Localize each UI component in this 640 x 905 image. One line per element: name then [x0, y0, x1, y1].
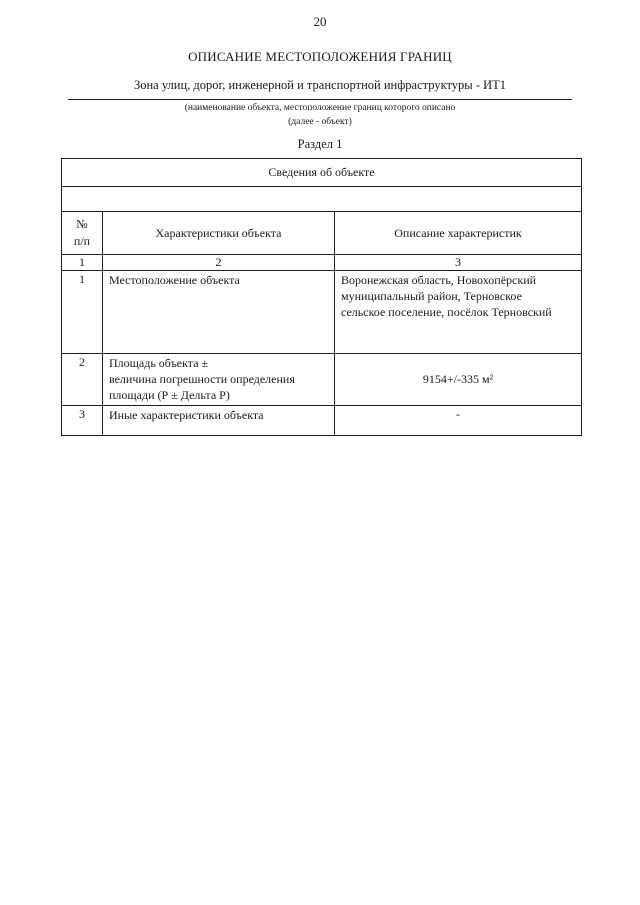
header-characteristics: Характеристики объекта — [103, 212, 335, 255]
row-characteristic-line: Иные характеристики объекта — [109, 408, 264, 422]
object-name-note-line2: (далее - объект) — [288, 117, 352, 127]
header-description: Описание характеристик — [335, 212, 582, 255]
row-description — [335, 406, 582, 436]
table-spacer-row — [62, 187, 582, 212]
object-info-table — [61, 158, 582, 436]
row-num: 3 — [62, 406, 103, 436]
row-characteristic-line: Площадь объекта ± — [109, 356, 209, 370]
table-caption: Сведения об объекте — [62, 159, 582, 187]
table-row — [62, 406, 582, 436]
table-header-row — [62, 212, 582, 255]
row-description-line: муниципальный район, Терновское — [341, 289, 522, 303]
table-row — [62, 271, 582, 354]
object-name-note-line1: (наименование объекта, местоположение границ которого описано — [184, 103, 456, 113]
row-description-line: 9154+/-335 м² — [422, 372, 494, 386]
document-title: ОПИСАНИЕ МЕСТОПОЛОЖЕНИЯ ГРАНИЦ — [188, 49, 452, 64]
row-description-line: Воронежская область, Новохопёрский — [341, 273, 537, 287]
row-characteristic-line: величина погрешности определения — [109, 372, 295, 386]
row-num: 1 — [62, 271, 103, 354]
row-characteristic — [103, 271, 335, 354]
object-name: Зона улиц, дорог, инженерной и транспортной инфраструктуры - ИТ1 — [133, 78, 507, 92]
table-row — [62, 354, 582, 406]
index-cell: 2 — [103, 255, 335, 271]
index-cell: 1 — [62, 255, 103, 271]
section-title: Раздел 1 — [297, 137, 343, 151]
row-num: 2 — [62, 354, 103, 406]
table-spacer-cell — [62, 187, 582, 212]
row-characteristic — [103, 354, 335, 406]
row-characteristic-line: Местоположение объекта — [109, 273, 240, 287]
object-name-underline — [68, 99, 572, 100]
header-num — [62, 212, 103, 255]
row-description — [335, 271, 582, 354]
row-characteristic-line: площади (Р ± Дельта Р) — [109, 388, 230, 402]
page-number: 20 — [313, 14, 327, 29]
row-characteristic — [103, 406, 335, 436]
index-cell: 3 — [335, 255, 582, 271]
row-description-line: - — [456, 407, 460, 421]
header-num-line2: п/п — [73, 234, 91, 248]
row-description — [335, 354, 582, 406]
header-num-line1: № — [76, 217, 88, 231]
table-index-row — [62, 255, 582, 271]
row-description-line: сельское поселение, посёлок Терновский — [341, 305, 552, 319]
table-caption-row — [62, 159, 582, 187]
